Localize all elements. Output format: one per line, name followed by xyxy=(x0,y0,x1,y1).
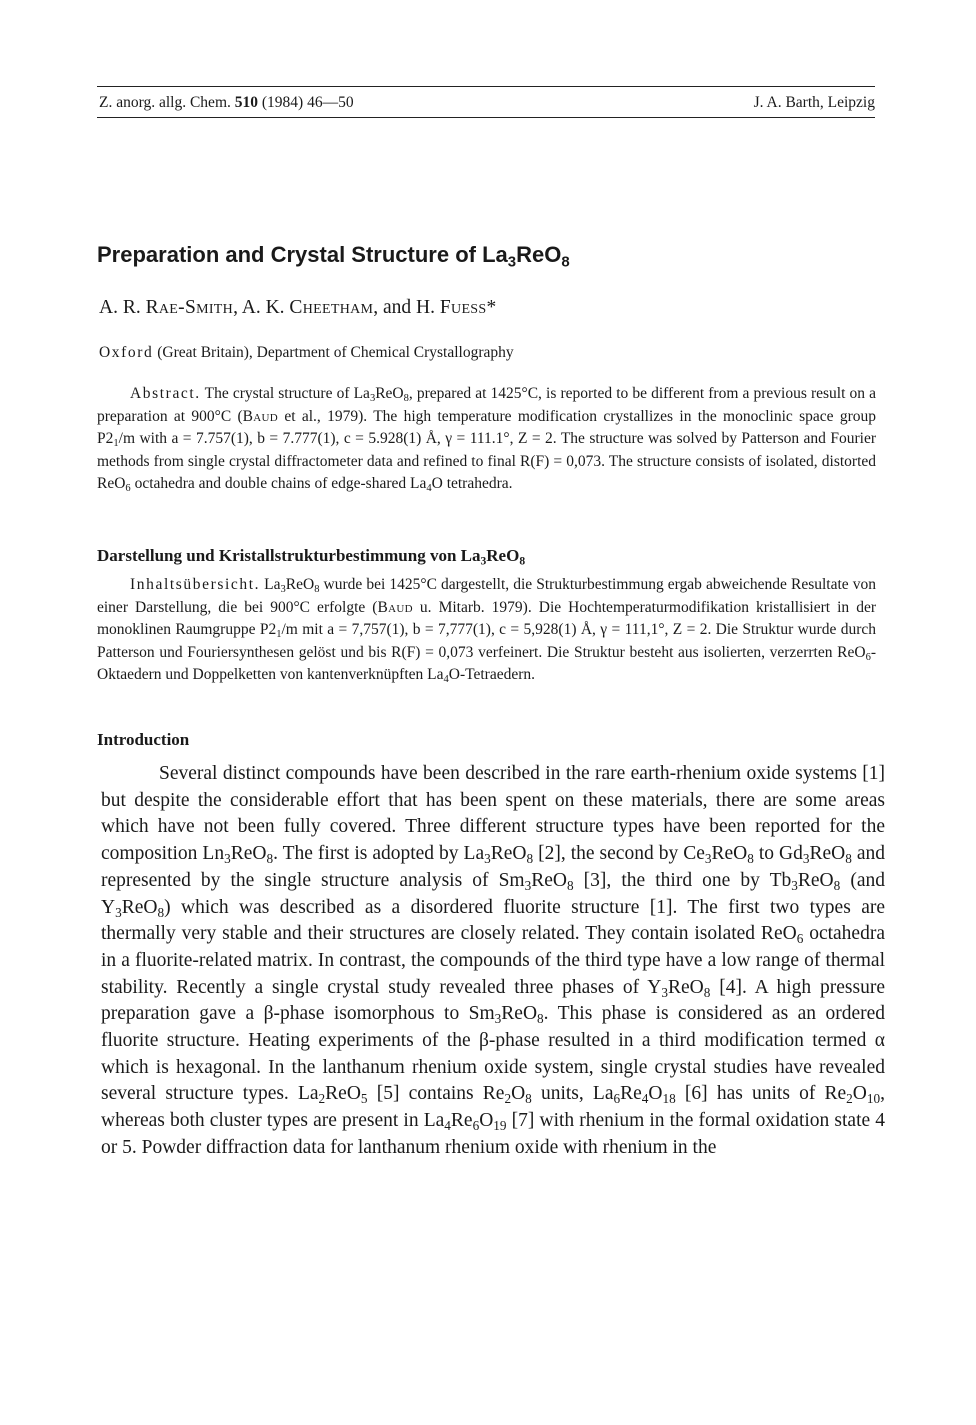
abstract-label: Abstract. xyxy=(130,385,201,402)
paper-title: Preparation and Crystal Structure of $La_3ReO_8$ xyxy=(97,242,570,271)
journal-citation: Z. anorg. allg. Chem. 510 (1984) 46—50 xyxy=(99,94,354,111)
author-fuess: Fuess xyxy=(439,297,487,318)
introduction-heading: Introduction xyxy=(97,730,190,749)
header-rule-bottom xyxy=(97,117,875,118)
abstract-english: Abstract. The crystal structure of $La_3ReO_8$, prepared at 1425°C, is reported to be different from a previous result on a preparation at 900°C (Baud et al., 1979). The high temperature modification crystallizes in the monoclinic space group $P2_1/m$ with a = 7.757(1), b = 7.777(1), c = 5.928(1) Å, γ = 111.1°, Z = 2. The structure was solved by Patterson and Fourier methods from single crystal diffractometer data and refined to final R(F) = 0,073. The structure consists of isolated, distorted ReO$_6$ octahedra and double chains of edge-shared $La_4O$ tetrahedra. xyxy=(97,385,876,495)
publisher: J. A. Barth, Leipzig xyxy=(753,94,875,111)
header-rule-top xyxy=(97,86,875,87)
abstract-german: Inhaltsübersicht. $La_3ReO_8$ wurde bei 1425°C dargestellt, die Strukturbestimmung ergab abweichende Resultate von einer Darstellung, die bei 900°C erfolgte (Baud u. Mitarb. 1979). Die Hochtemperaturmodifikation kristallisiert in der monoklinen Raumgruppe $P2_1/m$ mit a = 7,757(1), b = 7,777(1), c = 5,928(1) Å, γ = 111,1°, Z = 2. Die Struktur wurde durch Patterson und Fouriersynthesen gelöst und bis R(F) = 0,073 verfeinert. Die Struktur besteht aus isolierten, verzerrten ReO$_6$-Oktaedern und Doppelketten von kantenverknüpften $La_4O$-Tetraedern. xyxy=(97,576,876,686)
introduction-paragraph: Several distinct compounds have been described in the rare earth-rhenium oxide systems [1] but despite the considerable effort that has been spent on these materials, there are some areas which have not been fully covered. Three different structure types have been reported for the composition $Ln_3ReO_8$. The first is adopted by $La_3ReO_8$ [2], the second by $Ce_3ReO_8$ to $Gd_3ReO_8$ and represented by the single structure analysis of $Sm_3ReO_8$ [3], the third one by $Tb_3ReO_8$ (and $Y_3ReO_8$) which was described as a disordered fluorite structure [1]. The first two types are thermally very stable and their structures are closely related. They contain isolated ReO$_6$ octahedra in a fluorite-related matrix. In contrast, the compounds of the third type have a low range of thermal stability. Recently a single crystal study revealed three phases of $Y_3ReO_8$ [4]. A high pressure preparation gave a β-phase isomorphous to $Sm_3ReO_8$. This phase is considered as an ordered fluorite structure. Heating experiments of the β-phase resulted in a third modification termed α which is hexagonal. In the lanthanum rhenium oxide system, single crystal studies have revealed several structure types. $La_2ReO_5$ [5] contains $Re_2O_8$ units, $La_6Re_4O_{18}$ [6] has units of $Re_2O_{10}$, whereas both cluster types are present in $La_4Re_6O_{19}$ [7] with rhenium in the formal oxidation state 4 or 5. Powder diffraction data for lanthanum rhenium oxide with rhenium in the xyxy=(101,763,886,1158)
affiliation: Oxford (Great Britain), Department of Chemical Crystallography xyxy=(99,344,514,361)
author-list: A. R. Rae-Smith, A. K. Cheetham, and H. Fuess* xyxy=(99,297,497,318)
inhalt-label: Inhaltsübersicht. xyxy=(130,576,261,593)
author-cheetham: Cheetham xyxy=(289,297,374,318)
german-title-heading: Darstellung und Kristallstrukturbestimmung von $La_3ReO_8$ xyxy=(97,546,526,568)
journal-volume: 510 xyxy=(234,94,258,111)
author-rae-smith: Rae-Smith xyxy=(145,297,234,318)
